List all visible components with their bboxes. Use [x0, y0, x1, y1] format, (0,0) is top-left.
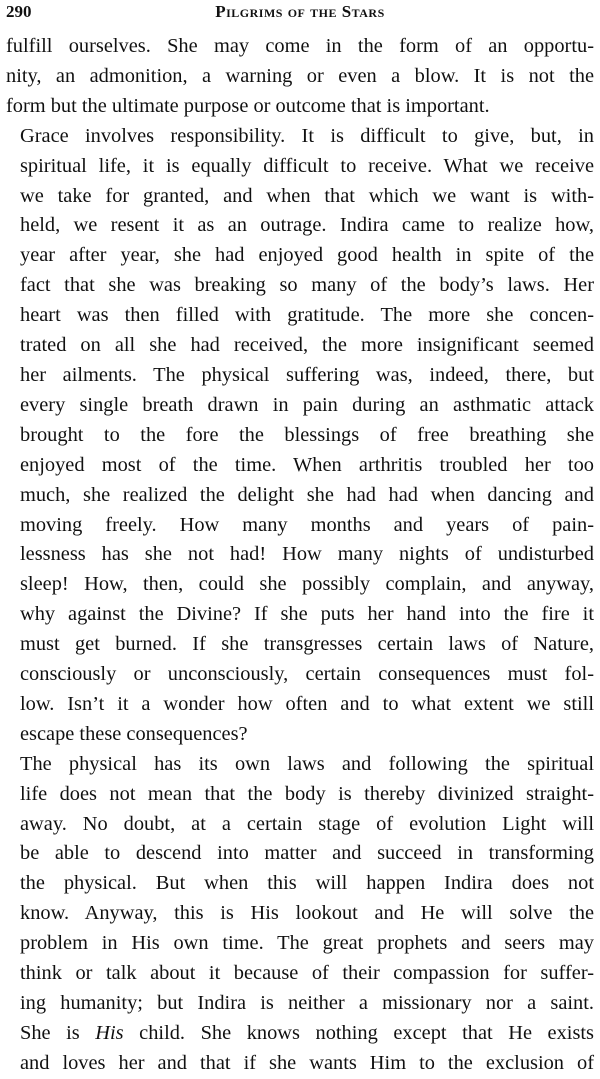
- body-text: [6, 32, 594, 1079]
- text-line: Grace involves responsibility. It is difficult to give, but, in: [20, 124, 594, 147]
- text-line: escape these consequences?: [20, 722, 248, 745]
- paragraph-2: [6, 122, 594, 750]
- running-title: Pilgrims of the Stars: [215, 2, 385, 21]
- italic-his: His: [95, 1021, 124, 1044]
- text-line: why against the Divine? If she puts her hand into the fire it: [20, 603, 594, 626]
- text-line: much, she realized the delight she had had when dancing and: [20, 483, 594, 506]
- text-line: fulfill ourselves. She may come in the form of an opportu-: [6, 35, 594, 57]
- text-line: the physical. But when this will happen Indira does not: [20, 872, 594, 895]
- page-number: 290: [6, 2, 32, 21]
- text-line: fact that she was breaking so many of the body’s laws. Her: [20, 274, 594, 297]
- text-line: we take for granted, and when that which we want is with-: [20, 184, 594, 207]
- text-fragment: She is: [20, 1021, 96, 1044]
- text-fragment: child. She knows nothing except that He exists: [123, 1021, 594, 1044]
- text-line: her ailments. The physical suffering was, indeed, there, but: [20, 363, 594, 386]
- text-line: spiritual life, it is equally difficult to receive. What we receive: [20, 154, 594, 177]
- text-line: away. No doubt, at a certain stage of evolution Light will: [20, 812, 594, 835]
- paragraph-1: [6, 32, 594, 122]
- text-line: moving freely. How many months and years of pain-: [20, 513, 594, 536]
- text-line: think or talk about it because of their compassion for suffer-: [20, 962, 594, 985]
- text-line: lessness has she not had! How many nights of undisturbed: [20, 543, 594, 566]
- text-line: ing humanity; but Indira is neither a missionary nor a saint.: [20, 992, 594, 1014]
- text-line: must get burned. If she transgresses certain laws of Nature,: [20, 633, 594, 656]
- text-line: form but the ultimate purpose or outcome that is important.: [6, 94, 490, 117]
- text-line: held, we resent it as an outrage. Indira came to realize how,: [20, 214, 594, 237]
- text-line: consciously or unconsciously, certain consequences must fol-: [20, 663, 594, 686]
- text-line: every single breath drawn in pain during an asthmatic attack: [20, 393, 594, 416]
- text-line: low. Isn’t it a wonder how often and to what extent we still: [20, 692, 594, 715]
- text-line: sleep! How, then, could she possibly complain, and anyway,: [20, 573, 594, 596]
- text-line: [6, 1019, 594, 1049]
- text-line: be able to descend into matter and succeed in transforming: [20, 842, 594, 865]
- text-line: problem in His own time. The great prophets and seers may: [20, 932, 594, 955]
- text-line: nity, an admonition, a warning or even a blow. It is not the: [6, 64, 594, 87]
- text-line: know. Anyway, this is His lookout and He will solve the: [20, 902, 594, 925]
- text-line: trated on all she had received, the more insignificant seemed: [20, 334, 594, 357]
- text-line: heart was then filled with gratitude. The more she concen-: [20, 304, 594, 327]
- text-line: brought to the fore the blessings of free breathing she: [20, 423, 594, 446]
- text-line: The physical has its own laws and following the spiritual: [20, 752, 594, 775]
- text-line: life does not mean that the body is thereby divinized straight-: [20, 782, 594, 805]
- paragraph-3: [6, 750, 594, 1079]
- text-line: year after year, she had enjoyed good health in spite of the: [20, 244, 594, 267]
- text-line: enjoyed most of the time. When arthritis troubled her too: [20, 453, 594, 476]
- page-header: [6, 2, 594, 26]
- text-line: and loves her and that if she wants Him to the exclusion of: [20, 1051, 594, 1074]
